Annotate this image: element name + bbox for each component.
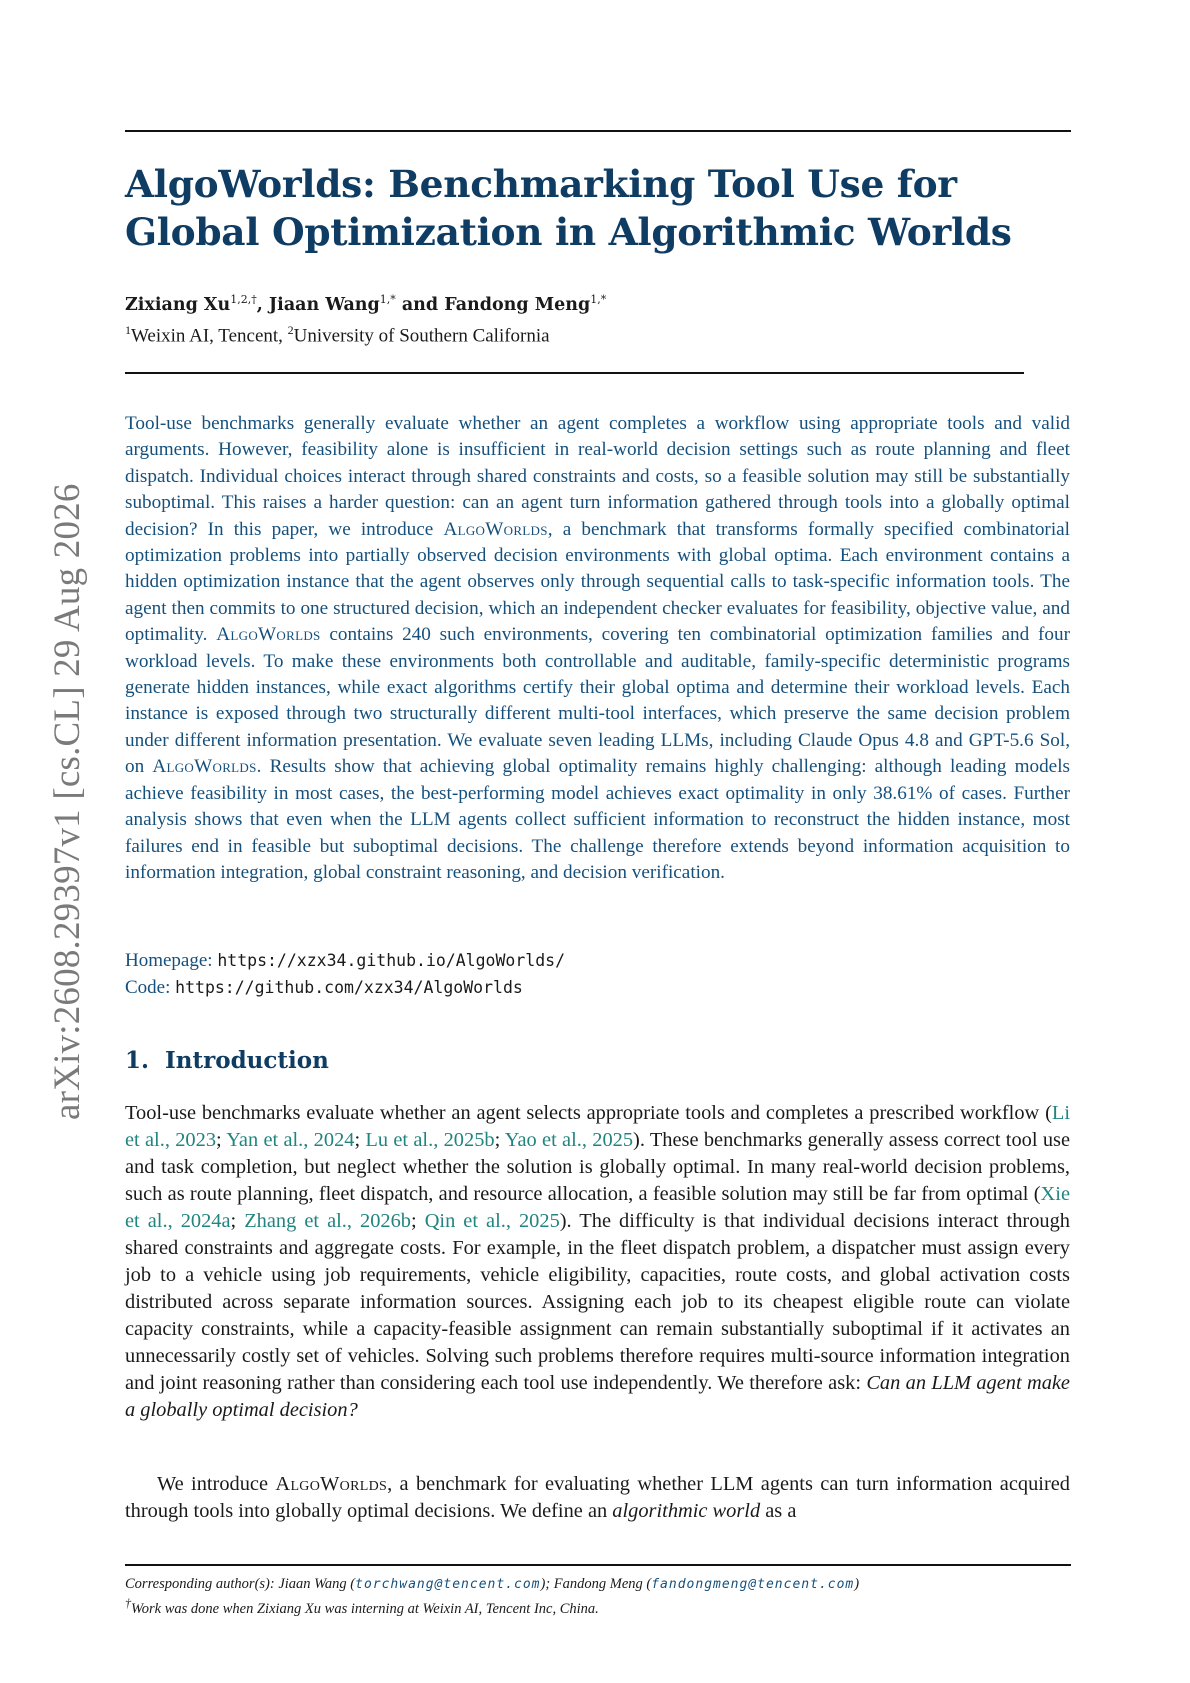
footnote-text: Work was done when Zixiang Xu was interning at Weixin AI, Tencent Inc, China. [131,1600,599,1617]
citation-year: 2023 [175,1129,217,1151]
author-name: Fandong Meng [444,294,591,315]
defined-term: algorithmic world [612,1500,761,1522]
citation-authors: Qin et al. [424,1210,506,1232]
benchmark-name: AlgoWorlds [275,1473,388,1495]
author-marks: 1,* [590,293,607,306]
abstract [125,411,1070,886]
citation-authors: Lu et al. [365,1129,434,1151]
paper-title: AlgoWorlds: Benchmarking Tool Use for Global Optimization in Algorithmic Worlds [125,162,1012,254]
affiliation-list: $^1$Weixin AI, Tencent, $^2$University of Southern California [125,323,550,347]
arxiv-identifier: arXiv:2608.29397v1 [cs.CL] 29 Aug 2026 [47,483,88,1120]
citation-year: 2026b [360,1210,411,1232]
author-name: Zixiang Xu [125,294,231,315]
homepage-link[interactable]: https://xzx34.github.io/AlgoWorlds/ [217,951,566,970]
citation-year: 2025 [518,1210,560,1232]
email-link[interactable]: fandongmeng@tencent.com [651,1577,855,1592]
footnote-text: Corresponding author(s): Jiaan Wang ( [125,1576,356,1592]
intro-text: ). The difficulty is that individual decisions interact through shared constraints and aggregate costs. For example, in the fleet dispatch problem, a dispatcher must assign every job to a vehicle using job requirements, vehicle eligibility, capacities, route costs, and global activation costs distributed across separate information sources. Assigning each job to its cheapest eligible route can violate capacity constraints, while a capacity-feasible assignment can remain substantially suboptimal if it activates an unnecessarily costly set of vehicles. Solving such problems therefore requires multi-source information integration and joint reasoning rather than considering each tool use independently. We therefore ask: [125,1210,1070,1394]
intro-paragraph-2 [125,1471,1070,1525]
header-bottom-rule [125,372,1024,374]
citation-year: 2024 [313,1129,355,1151]
code-link[interactable]: https://github.com/xzx34/AlgoWorlds [175,978,523,997]
benchmark-name: AlgoWorlds [216,624,321,646]
intro-text: as a [765,1500,797,1522]
citation-link[interactable]: Li et al., 2023 [125,1102,1070,1151]
abstract-text: . Results show that achieving global optimality remains highly challenging: although leading models achieve feasibility in most cases, the best-performing model achieves exact optimality in only 38.61% of cases. Further analysis shows that even when the LLM agents collect sufficient information to reconstruct the hidden instance, most failures end in feasible but suboptimal decisions. The challenge therefore extends beyond information acquisition to information integration, global constraint reasoning, and decision verification. [125,756,1070,883]
intro-text: Tool-use benchmarks evaluate whether an agent selects appropriate tools and completes a prescribed workflow ( [125,1102,1052,1124]
citation-authors: Li et al. [125,1102,1070,1151]
research-question: Can an LLM agent make a globally optimal decision? [125,1372,1070,1421]
citation-authors: Zhang et al. [244,1210,347,1232]
footnotes [125,1575,1070,1619]
affiliation-mark: 2 [287,323,294,337]
benchmark-name: AlgoWorlds [443,518,548,540]
citation-link[interactable]: Yao et al., 2025 [504,1129,634,1151]
corresponding-author-note [125,1575,1070,1594]
abstract-text: contains 240 such environments, covering ten combinatorial optimization families and four workload levels. To make these environments both controllable and auditable, family-specific deterministic programs generate hidden instances, while exact algorithms certify their global optima and determine their workload levels. Each instance is exposed through two structurally different multi-tool interfaces, which preserve the same decision problem under different information presentation. We evaluate seven leading LLMs, including Claude Opus 4.8 and GPT-5.6 Sol, on [125,624,1071,778]
intro-text: ). These benchmarks generally assess correct tool use and task completion, but neglect whether the solution is globally optimal. In many real-world decision problems, such as route planning, fleet dispatch, and resource allocation, a feasible solution may still be far from optimal ( [125,1129,1071,1205]
intro-paragraph-1: Tool-use benchmarks evaluate whether an agent selects appropriate tools and completes a prescribed workflow (Li et al., 2023; Yan et al., 2024; Lu et al., 2025b; Yao et al., 2025). These benchmarks generally assess correct tool use and task completion, but neglect whether the solution is globally optimal. In many real-world decision problems, such as route planning, fleet dispatch, and resource allocation, a feasible solution may still be far from optimal (Xie et al., 2024a; Zhang et al., 2026b; Qin et al., 2025). The difficulty is that individual decisions interact through shared constraints and aggregate costs. For example, in the fleet dispatch problem, a dispatcher must assign every job to a vehicle using job requirements, vehicle eligibility, capacities, route costs, and global activation costs distributed across separate information sources. Assigning each job to its cheapest eligible route can violate capacity constraints, while a capacity-feasible assignment can remain substantially suboptimal if it activates an unnecessarily costly set of vehicles. Solving such problems therefore requires multi-source information integration and joint reasoning rather than considering each tool use independently. We therefore ask: Can an LLM agent make a globally optimal decision? [125,1102,1071,1421]
affiliation-name: Weixin AI, Tencent [131,325,279,347]
abstract-text: Tool-use benchmarks generally evaluate whether an agent completes a workflow using appropriate tools and valid arguments. However, feasibility alone is insufficient in real-world decision settings such as route planning and fleet dispatch. Individual choices interact through shared constraints and costs, so a feasible solution may still be substantially suboptimal. This raises a harder question: can an agent turn information gathered through tools into a globally optimal decision? In this paper, we introduce [125,413,1070,540]
footnote-text: ) [854,1576,860,1592]
affiliation-name: University of Southern California [293,325,550,347]
abstract-text: , a benchmark that transforms formally specified combinatorial optimization problems into partially observed decision environments with global optima. Each environment contains a hidden optimization instance that the agent observes only through sequential calls to task-specific information tools. The agent then commits to one structured decision, which an independent checker evaluates for feasibility, objective value, and optimality. [125,518,1071,646]
email-link[interactable]: torchwang@tencent.com [355,1577,541,1592]
section-title: Introduction [165,1047,329,1074]
citation-link[interactable]: Zhang et al., 2026b [244,1210,411,1232]
benchmark-name: AlgoWorlds [152,756,257,778]
citation-link[interactable]: Yan et al., 2024 [226,1129,355,1151]
author-marks: 1,* [379,293,396,306]
author-name: Jiaan Wang [268,294,380,315]
dagger-mark: † [125,1596,132,1610]
citation-year: 2025b [443,1129,495,1151]
citation-authors: Yao et al. [504,1129,582,1151]
footnote-rule [125,1564,1071,1566]
code-label: Code: [125,977,171,998]
citation-year: 2024a [180,1210,231,1232]
citation-link[interactable]: Qin et al., 2025 [424,1210,560,1232]
author-marks: 1,2,† [230,293,257,306]
affiliation-mark: 1 [125,323,131,337]
internship-note [125,1594,1070,1619]
citation-link[interactable]: Lu et al., 2025b [365,1129,495,1151]
intro-text: , a benchmark for evaluating whether LLM agents can turn information acquired through tools into globally optimal decisions. We define an [125,1473,1070,1522]
citation-authors: Yan et al. [226,1129,304,1151]
section-heading [125,1047,329,1074]
code-line [125,977,523,999]
homepage-label: Homepage: [125,950,213,971]
citation-link[interactable]: Xie et al., 2024a [125,1183,1070,1232]
citation-year: 2025 [592,1129,634,1151]
footnote-text: ); Fandong Meng ( [540,1576,652,1592]
homepage-line [125,950,565,972]
section-number: 1. [125,1047,150,1074]
top-rule [125,130,1071,132]
intro-text: We introduce [157,1473,269,1495]
citation-authors: Xie et al. [125,1183,1070,1232]
author-list: Zixiang $Xu^{1,2,\dagger}$, Jiaan Wang$^{1,*}$ and Fandong Meng$^{1,*}$ [125,293,607,315]
